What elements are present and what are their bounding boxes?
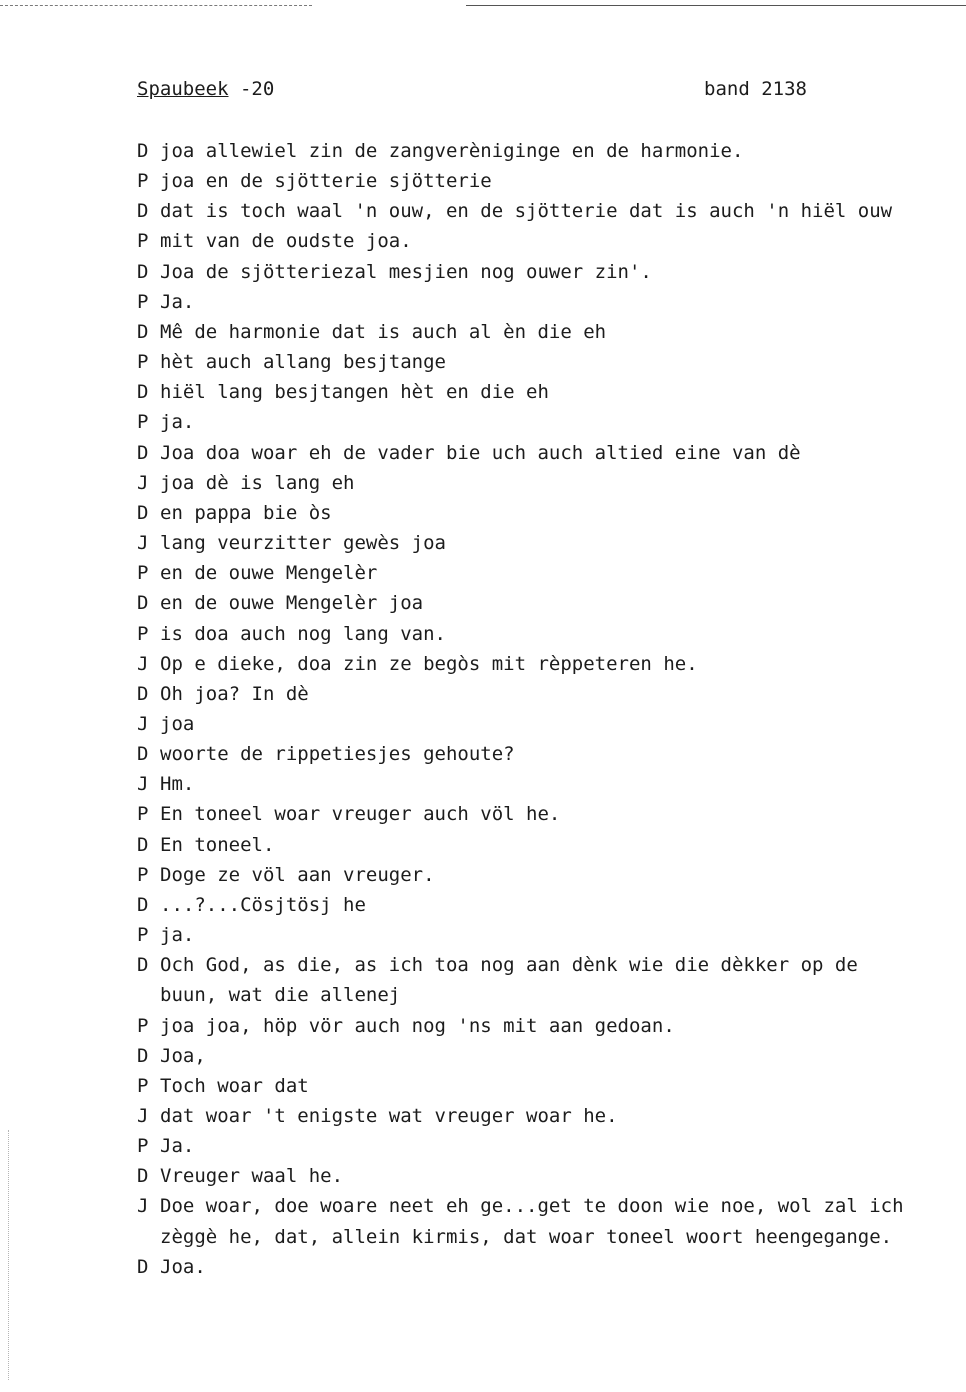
utterance-text: joa allewiel zin de zangverèniginge en de harmonie. [160, 140, 744, 162]
speaker-label: J [137, 652, 149, 675]
top-rule-right [466, 5, 966, 6]
speaker-label: P [137, 562, 149, 585]
utterance-text: dat is toch waal 'n ouw, en de sjötterie dat is auch 'n hiël ouw [160, 200, 893, 223]
utterance-text: joa joa, höp vör auch nog 'ns mit aan gedoan. [160, 1014, 675, 1037]
utterance-text: hèt auch allang besjtange [160, 351, 446, 374]
speaker-label: D [137, 833, 149, 856]
speaker-label: P [137, 290, 149, 313]
speaker-label: D [137, 320, 149, 343]
utterance-text: Mê de harmonie dat is auch al èn die eh [160, 320, 607, 343]
margin-marks [8, 1130, 11, 1380]
transcript-line [137, 226, 963, 256]
utterance-text: Hm. [160, 773, 195, 796]
speaker-label: D [137, 1255, 149, 1278]
speaker-label: P [137, 1135, 149, 1158]
speaker-label: D [137, 441, 149, 464]
speaker-label: J [137, 1105, 149, 1127]
speaker-label: D [137, 1165, 149, 1188]
transcript-line [137, 679, 963, 709]
transcript-line [137, 196, 963, 226]
utterance-text: mit van de oudste joa. [160, 230, 412, 253]
transcript-line [137, 1191, 963, 1251]
utterance-text: is doa auch nog lang van. [160, 622, 446, 645]
transcript-line [137, 709, 963, 739]
speaker-label: D [137, 592, 149, 615]
speaker-label: J [137, 532, 149, 555]
speaker-label: P [137, 803, 149, 826]
utterance-text: En toneel. [160, 833, 275, 856]
speaker-label: D [137, 140, 149, 162]
utterance-text: joa en de sjötterie sjötterie [160, 170, 492, 193]
utterance-text: Joa. [160, 1255, 206, 1278]
transcript-line [137, 136, 963, 166]
transcript-line [137, 830, 963, 860]
utterance-text: Oh joa? In dè [160, 682, 309, 705]
transcript-line [137, 1131, 963, 1161]
utterance-text: En toneel woar vreuger auch völ he. [160, 803, 561, 826]
transcript-line [137, 1071, 963, 1101]
speaker-label: D [137, 200, 149, 223]
transcript-line [137, 377, 963, 407]
transcript-line [137, 1252, 963, 1282]
transcript-line [137, 317, 963, 347]
speaker-label: D [137, 1044, 149, 1067]
transcript-line [137, 1011, 963, 1041]
transcript-line [137, 468, 963, 498]
speaker-label: D [137, 260, 149, 283]
header-tape-number: band 2138 [704, 78, 807, 100]
transcript-line [137, 649, 963, 679]
transcript-line [137, 438, 963, 468]
utterance-text: en de ouwe Mengelèr joa [160, 592, 424, 615]
speaker-label: P [137, 1014, 149, 1037]
utterance-text: en de ouwe Mengelèr [160, 562, 378, 585]
transcript-line [137, 739, 963, 769]
transcript-line [137, 558, 963, 588]
header-place: Spaubeek [137, 78, 229, 100]
speaker-label: J [137, 471, 149, 494]
speaker-label: D [137, 381, 149, 404]
speaker-label: P [137, 170, 149, 193]
speaker-label: D [137, 893, 149, 916]
utterance-text: Joa doa woar eh de vader bie uch auch altied eine van dè [160, 441, 801, 464]
speaker-label: P [137, 924, 149, 947]
speaker-label: P [137, 411, 149, 434]
utterance-text: Ja. [160, 290, 195, 313]
transcript [137, 136, 963, 1282]
transcript-line [137, 860, 963, 890]
transcript-line [137, 166, 963, 196]
utterance-text: hiël lang besjtangen hèt en die eh [160, 381, 549, 404]
transcript-line [137, 950, 963, 1010]
utterance-text: Op e dieke, doa zin ze begòs mit rèppeteren he. [160, 652, 698, 675]
header-left [137, 76, 274, 102]
utterance-text: Ja. [160, 1135, 195, 1158]
speaker-label: J [137, 712, 149, 735]
transcript-line [137, 920, 963, 950]
speaker-label: P [137, 622, 149, 645]
transcript-line [137, 1041, 963, 1071]
transcript-line [137, 890, 963, 920]
speaker-label: P [137, 351, 149, 374]
speaker-label: D [137, 682, 149, 705]
utterance-text: Doge ze völ aan vreuger. [160, 863, 435, 886]
speaker-label: J [137, 1195, 149, 1218]
speaker-label: J [137, 773, 149, 796]
utterance-text: ja. [160, 924, 195, 947]
transcript-line [137, 407, 963, 437]
transcript-line [137, 769, 963, 799]
utterance-text: dat woar 't enigste wat vreuger woar he. [160, 1105, 618, 1127]
transcript-line [137, 1101, 963, 1131]
transcript-line [137, 619, 963, 649]
page-header [137, 76, 807, 102]
speaker-label: D [137, 501, 149, 524]
utterance-text: Joa, [160, 1044, 206, 1067]
utterance-text: ja. [160, 411, 195, 434]
utterance-text: ...?...Cösjtösj he [160, 893, 366, 916]
transcript-line [137, 799, 963, 829]
transcript-line [137, 498, 963, 528]
transcript-line [137, 1161, 963, 1191]
header-page-number: -20 [228, 78, 275, 100]
utterance-text: lang veurzitter gewès joa [160, 532, 446, 555]
utterance-text: joa dè is lang eh [160, 471, 355, 494]
speaker-label: P [137, 230, 149, 253]
utterance-text: joa [160, 712, 195, 735]
transcript-line [137, 588, 963, 618]
utterance-text: en pappa bie òs [160, 501, 332, 524]
transcript-line [137, 528, 963, 558]
speaker-label: D [137, 743, 149, 766]
utterance-text: Toch woar dat [160, 1074, 309, 1097]
top-rule-left [0, 5, 312, 6]
speaker-label: D [137, 954, 149, 977]
utterance-text: Joa de sjötteriezal mesjien nog ouwer zin'. [160, 260, 652, 283]
speaker-label: P [137, 1074, 149, 1097]
speaker-label: P [137, 863, 149, 886]
utterance-text: Doe woar, doe woare neet eh ge...get te doon wie noe, wol zal ich zèggè he, dat, allein kirmis, dat woar toneel woort heengegange. [160, 1195, 904, 1248]
utterance-text: woorte de rippetiesjes gehoute? [160, 743, 515, 766]
transcript-line [137, 287, 963, 317]
transcript-line [137, 257, 963, 287]
utterance-text: Och God, as die, as ich toa nog aan dènk wie die dèkker op de buun, wat die allenej [160, 954, 858, 1007]
transcript-line [137, 347, 963, 377]
utterance-text: Vreuger waal he. [160, 1165, 344, 1188]
